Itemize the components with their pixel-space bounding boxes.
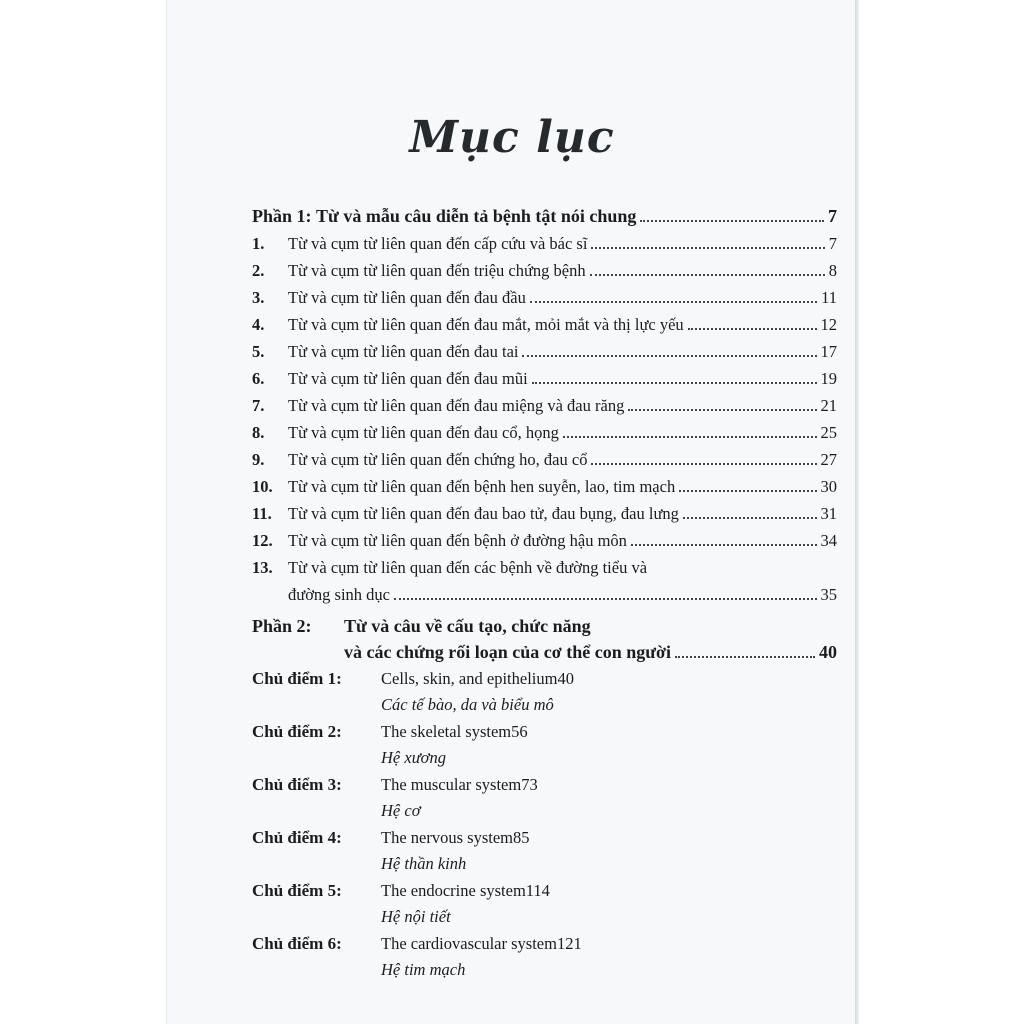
topic-label: Chủ điểm 3: <box>252 775 342 794</box>
dot-leader <box>530 300 817 303</box>
dot-leader <box>522 354 816 357</box>
topic-vi: Hệ tim mạch <box>381 960 466 979</box>
part-1-label: Phần 1: <box>252 206 312 226</box>
toc-item-3[interactable] <box>252 282 837 308</box>
dot-leader <box>640 219 824 222</box>
dot-leader <box>532 381 817 384</box>
page-edge <box>855 0 859 1024</box>
part-2-entry[interactable] <box>252 611 837 637</box>
item-text: Từ và cụm từ liên quan đến bệnh hen suyễn, lao, tim mạch <box>288 477 676 496</box>
item-page: 25 <box>820 423 837 442</box>
dot-leader <box>591 462 816 465</box>
item-page: 35 <box>820 585 837 604</box>
topic-vi: Hệ thần kinh <box>381 854 467 873</box>
toc-item-2[interactable] <box>252 255 837 281</box>
part-2-title-line2: và các chứng rối loạn của cơ thể con người <box>344 642 672 662</box>
part-1-page: 7 <box>828 206 837 226</box>
item-number: 6. <box>252 369 265 388</box>
item-text: Từ và cụm từ liên quan đến triệu chứng bệnh <box>288 261 586 280</box>
topic-vi: Hệ xương <box>381 748 446 767</box>
item-page: 8 <box>828 261 837 280</box>
item-page: 7 <box>828 234 837 253</box>
item-page: 19 <box>820 369 837 388</box>
topic-en: The endocrine system <box>381 881 526 900</box>
toc-item-13[interactable] <box>252 552 837 578</box>
toc-item-9[interactable] <box>252 444 837 470</box>
topic-en: The nervous system <box>381 828 513 847</box>
topic-page: 73 <box>521 775 538 794</box>
topic-row <box>381 822 837 848</box>
dot-leader <box>675 655 815 658</box>
dot-leader <box>679 489 816 492</box>
topic-en: The skeletal system <box>381 722 512 741</box>
topic-vi: Hệ cơ <box>381 801 421 820</box>
item-text: Từ và cụm từ liên quan đến đau miệng và đau răng <box>288 396 625 415</box>
toc-item-4[interactable] <box>252 309 837 335</box>
item-number: 4. <box>252 315 265 334</box>
item-number: 11. <box>252 504 272 523</box>
topic-page: 114 <box>525 881 550 900</box>
dot-leader <box>591 246 824 249</box>
topic-label: Chủ điểm 2: <box>252 722 342 741</box>
item-page: 27 <box>820 450 837 469</box>
dot-leader <box>683 516 817 519</box>
page-title: Mục lục <box>409 112 615 163</box>
toc-item-10[interactable] <box>252 471 837 497</box>
topic-vi: Hệ nội tiết <box>381 907 451 926</box>
toc-item-13-continued[interactable] <box>288 579 837 605</box>
topic-label: Chủ điểm 6: <box>252 934 342 953</box>
topic-vi: Các tế bào, da và biểu mô <box>381 695 554 714</box>
dot-leader <box>628 408 816 411</box>
item-text-continued: đường sinh dục <box>288 585 390 604</box>
part-1-title: Từ và mẫu câu diễn tả bệnh tật nói chung <box>316 206 637 226</box>
item-page: 31 <box>820 504 837 523</box>
item-text: Từ và cụm từ liên quan đến đau mũi <box>288 369 528 388</box>
item-number: 8. <box>252 423 265 442</box>
item-text: Từ và cụm từ liên quan đến chứng ho, đau cổ <box>288 450 588 469</box>
topic-en: The cardiovascular system <box>381 934 557 953</box>
topic-row <box>381 716 837 742</box>
part-2-label: Phần 2: <box>252 616 312 636</box>
item-number: 3. <box>252 288 265 307</box>
topic-label: Chủ điểm 5: <box>252 881 342 900</box>
dot-leader <box>590 273 825 276</box>
topic-row <box>381 875 837 901</box>
item-number: 9. <box>252 450 265 469</box>
item-text: Từ và cụm từ liên quan đến đau đầu <box>288 288 526 307</box>
part-2-title-line1: Từ và câu về cấu tạo, chức năng <box>344 616 591 636</box>
item-number: 5. <box>252 342 265 361</box>
topic-label: Chủ điểm 4: <box>252 828 342 847</box>
item-text: Từ và cụm từ liên quan đến các bệnh về đường tiểu và <box>288 558 648 577</box>
toc-item-6[interactable] <box>252 363 837 389</box>
topic-label: Chủ điểm 1: <box>252 669 342 688</box>
item-number: 2. <box>252 261 265 280</box>
part-2-page: 40 <box>819 642 837 662</box>
item-number: 10. <box>252 477 273 496</box>
item-page: 17 <box>820 342 837 361</box>
item-page: 12 <box>820 315 837 334</box>
topic-row <box>381 663 837 689</box>
toc-item-12[interactable] <box>252 525 837 551</box>
topic-en: The muscular system <box>381 775 522 794</box>
item-page: 30 <box>820 477 837 496</box>
toc-item-5[interactable] <box>252 336 837 362</box>
item-text: Từ và cụm từ liên quan đến bệnh ở đường hậu môn <box>288 531 627 550</box>
item-number: 1. <box>252 234 265 253</box>
toc-item-7[interactable] <box>252 390 837 416</box>
item-text: Từ và cụm từ liên quan đến đau bao tử, đau bụng, đau lưng <box>288 504 679 523</box>
topic-page: 40 <box>557 669 574 688</box>
topic-page: 85 <box>512 828 530 847</box>
item-number: 12. <box>252 531 273 550</box>
part-2-entry-continued[interactable] <box>344 637 837 663</box>
item-page: 21 <box>820 396 837 415</box>
item-number: 7. <box>252 396 265 415</box>
item-text: Từ và cụm từ liên quan đến đau tai <box>288 342 519 361</box>
dot-leader <box>394 597 817 600</box>
item-text: Từ và cụm từ liên quan đến đau mắt, mỏi mắt và thị lực yếu <box>288 315 684 334</box>
topic-page: 121 <box>556 934 582 953</box>
dot-leader <box>688 327 817 330</box>
topic-page: 56 <box>511 722 528 741</box>
item-text: Từ và cụm từ liên quan đến cấp cứu và bác sĩ <box>288 234 588 253</box>
topic-en: Cells, skin, and epithelium <box>381 669 558 688</box>
dot-leader <box>631 543 817 546</box>
topic-row <box>381 928 837 954</box>
item-text: Từ và cụm từ liên quan đến đau cổ, họng <box>288 423 559 442</box>
dot-leader <box>563 435 817 438</box>
topic-row <box>381 769 837 795</box>
toc-item-8[interactable] <box>252 417 837 443</box>
part-1-entry[interactable] <box>252 201 837 227</box>
item-number: 13. <box>252 558 273 577</box>
book-page <box>167 0 857 1024</box>
toc-item-11[interactable] <box>252 498 837 524</box>
item-page: 11 <box>821 288 837 307</box>
item-page: 34 <box>820 531 837 550</box>
toc-item-1[interactable] <box>252 228 837 254</box>
